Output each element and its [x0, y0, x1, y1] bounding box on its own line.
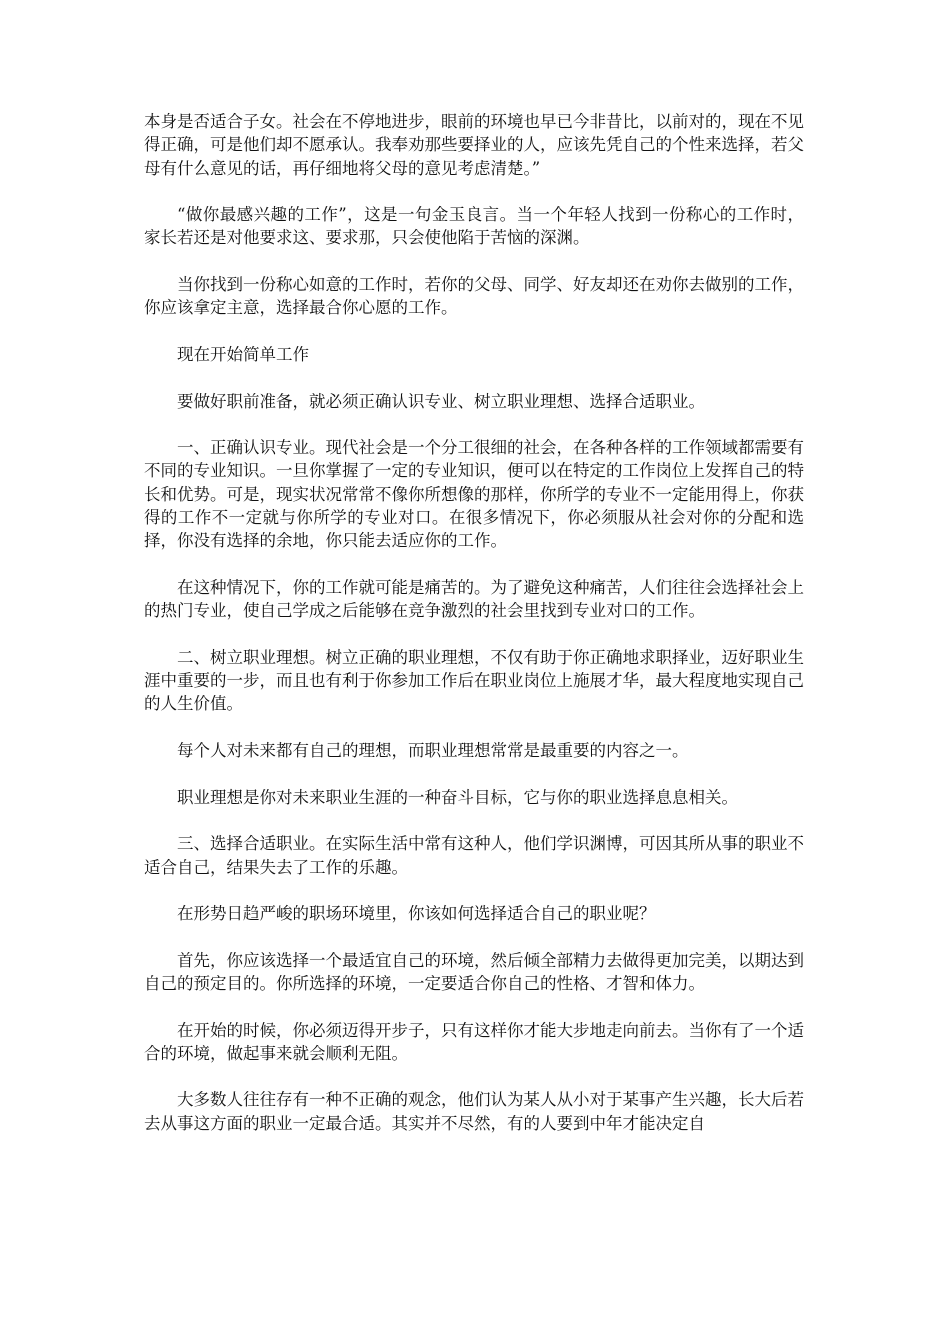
paragraph: 在这种情况下，你的工作就可能是痛苦的。为了避免这种痛苦，人们往往会选择社会上的热门专业，使自己学成之后能够在竞争激烈的社会里找到专业对口的工作。	[144, 577, 804, 621]
paragraph: 三、选择合适职业。在实际生活中常有这种人，他们学识渊博，可因其所从事的职业不适合自己，结果失去了工作的乐趣。	[144, 834, 804, 877]
section-heading: 现在开始简单工作	[177, 344, 309, 364]
paragraph: 本身是否适合子女。社会在不停地进步，眼前的环境也早已今非昔比，以前对的，现在不见得正确，可是他们却不愿承认。我奉劝那些要择业的人，应该先凭自己的个性来选择，若父母有什么意见的话，再仔细地将父母的意见考虑清楚。”	[144, 112, 804, 178]
paragraph: 在开始的时候，你必须迈得开步子，只有这样你才能大步地走向前去。当你有了一个适合的环境，做起事来就会顺利无阻。	[144, 1020, 804, 1063]
paragraph: 当你找到一份称心如意的工作时，若你的父母、同学、好友却还在劝你去做别的工作，你应该拿定主意，选择最合你心愿的工作。	[144, 275, 804, 318]
paragraph: 要做好职前准备，就必须正确认识专业、树立职业理想、选择合适职业。	[177, 391, 705, 411]
document-body	[144, 110, 804, 1158]
paragraph: “做你最感兴趣的工作”，这是一句金玉良言。当一个年轻人找到一份称心的工作时，家长若还是对他要求这、要求那，只会使他陷于苦恼的深渊。	[144, 205, 804, 248]
paragraph: 每个人对未来都有自己的理想，而职业理想常常是最重要的内容之一。	[177, 741, 689, 761]
paragraph: 职业理想是你对未来职业生涯的一种奋斗目标，它与你的职业选择息息相关。	[177, 787, 738, 807]
paragraph: 在形势日趋严峻的职场环境里，你该如何选择适合自己的职业呢？	[177, 904, 656, 924]
paragraph: 一、正确认识专业。现代社会是一个分工很细的社会，在各种各样的工作领域都需要有不同的专业知识。一旦你掌握了一定的专业知识，便可以在特定的工作岗位上发挥自己的特长和优势。可是，现实状况常常不像你所想像的那样，你所学的专业不一定能用得上，你获得的工作不一定就与你所学的专业对口。在很多情况下，你必须服从社会对你的分配和选择，你没有选择的余地，你只能去适应你的工作。	[144, 438, 804, 551]
paragraph: 大多数人往往存有一种不正确的观念，他们认为某人从小对于某事产生兴趣，长大后若去从事这方面的职业一定最合适。其实并不尽然，有的人要到中年才能决定自	[144, 1090, 804, 1133]
paragraph: 首先，你应该选择一个最适宜自己的环境，然后倾全部精力去做得更加完美，以期达到自己的预定目的。你所选择的环境，一定要适合你自己的性格、才智和体力。	[144, 950, 804, 993]
paragraph: 二、树立职业理想。树立正确的职业理想，不仅有助于你正确地求职择业，迈好职业生涯中重要的一步，而且也有利于你参加工作后在职业岗位上施展才华，最大程度地实现自己的人生价值。	[144, 647, 804, 714]
